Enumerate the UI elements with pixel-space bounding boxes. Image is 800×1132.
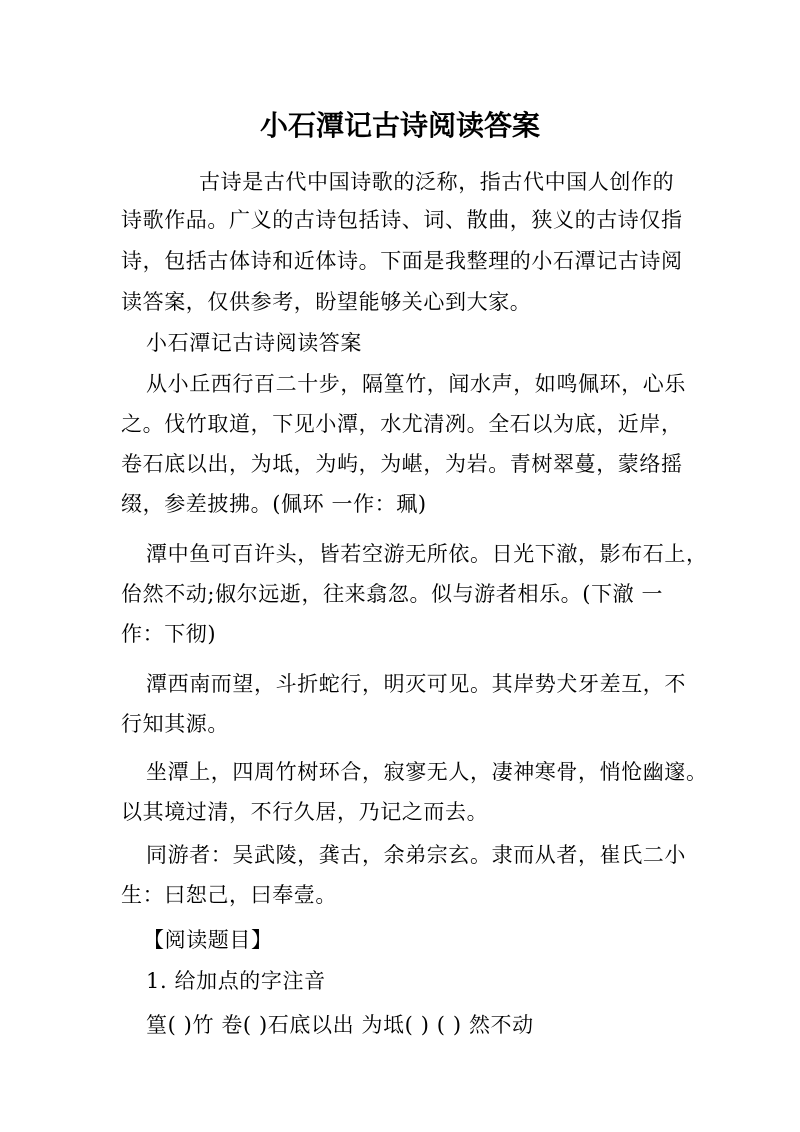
paragraph-1-line-4: 缀，参差披拂。(佩环 一作：珮) — [121, 492, 427, 516]
paragraph-2-line-3: 作：下彻) — [121, 622, 217, 646]
paragraph-3-line-1: 潭西南而望，斗折蛇行，明灭可见。其岸势犬牙差互，不 — [146, 672, 686, 696]
section-heading: 【阅读题目】 — [143, 928, 273, 952]
document-title: 小石潭记古诗阅读答案 — [259, 109, 540, 142]
intro-line-1: 古诗是古代中国诗歌的泛称，指古代中国人创作的 — [199, 170, 675, 194]
paragraph-2-line-2: 佁然不动;俶尔远逝，往来翕忽。似与游者相乐。(下澈 一 — [121, 582, 664, 606]
intro-line-4: 读答案，仅供参考，盼望能够关心到大家。 — [121, 290, 532, 314]
paragraph-4-line-1: 坐潭上，四周竹树环合，寂寥无人，凄神寒骨，悄怆幽邃。 — [146, 760, 708, 784]
paragraph-4-line-2: 以其境过清，不行久居，乃记之而去。 — [121, 800, 489, 824]
intro-line-3: 诗，包括古体诗和近体诗。下面是我整理的小石潭记古诗阅 — [121, 249, 683, 273]
subtitle: 小石潭记古诗阅读答案 — [146, 331, 362, 355]
intro-line-2: 诗歌作品。广义的古诗包括诗、词、散曲，狭义的古诗仅指 — [121, 208, 683, 232]
paragraph-1-line-1: 从小丘西行百二十步，隔篁竹，闻水声，如鸣佩环，心乐 — [146, 372, 686, 396]
paragraph-5-line-1: 同游者：吴武陵，龚古，余弟宗玄。隶而从者，崔氏二小 — [146, 843, 686, 867]
question-1-items: 篁( )竹 卷( )石底以出 为坻( ) ( ) 然不动 — [146, 1013, 534, 1037]
paragraph-2-line-1: 潭中鱼可百许头，皆若空游无所依。日光下澈，影布石上， — [146, 542, 708, 566]
question-1: 1. 给加点的字注音 — [146, 969, 326, 993]
paragraph-1-line-3: 卷石底以出，为坻，为屿，为嵁，为岩。青树翠蔓，蒙络摇 — [121, 452, 683, 476]
paragraph-1-line-2: 之。伐竹取道，下见小潭，水尤清冽。全石以为底，近岸， — [121, 412, 683, 436]
paragraph-5-line-2: 生：曰恕己，曰奉壹。 — [121, 883, 337, 907]
paragraph-3-line-2: 行知其源。 — [121, 712, 229, 736]
